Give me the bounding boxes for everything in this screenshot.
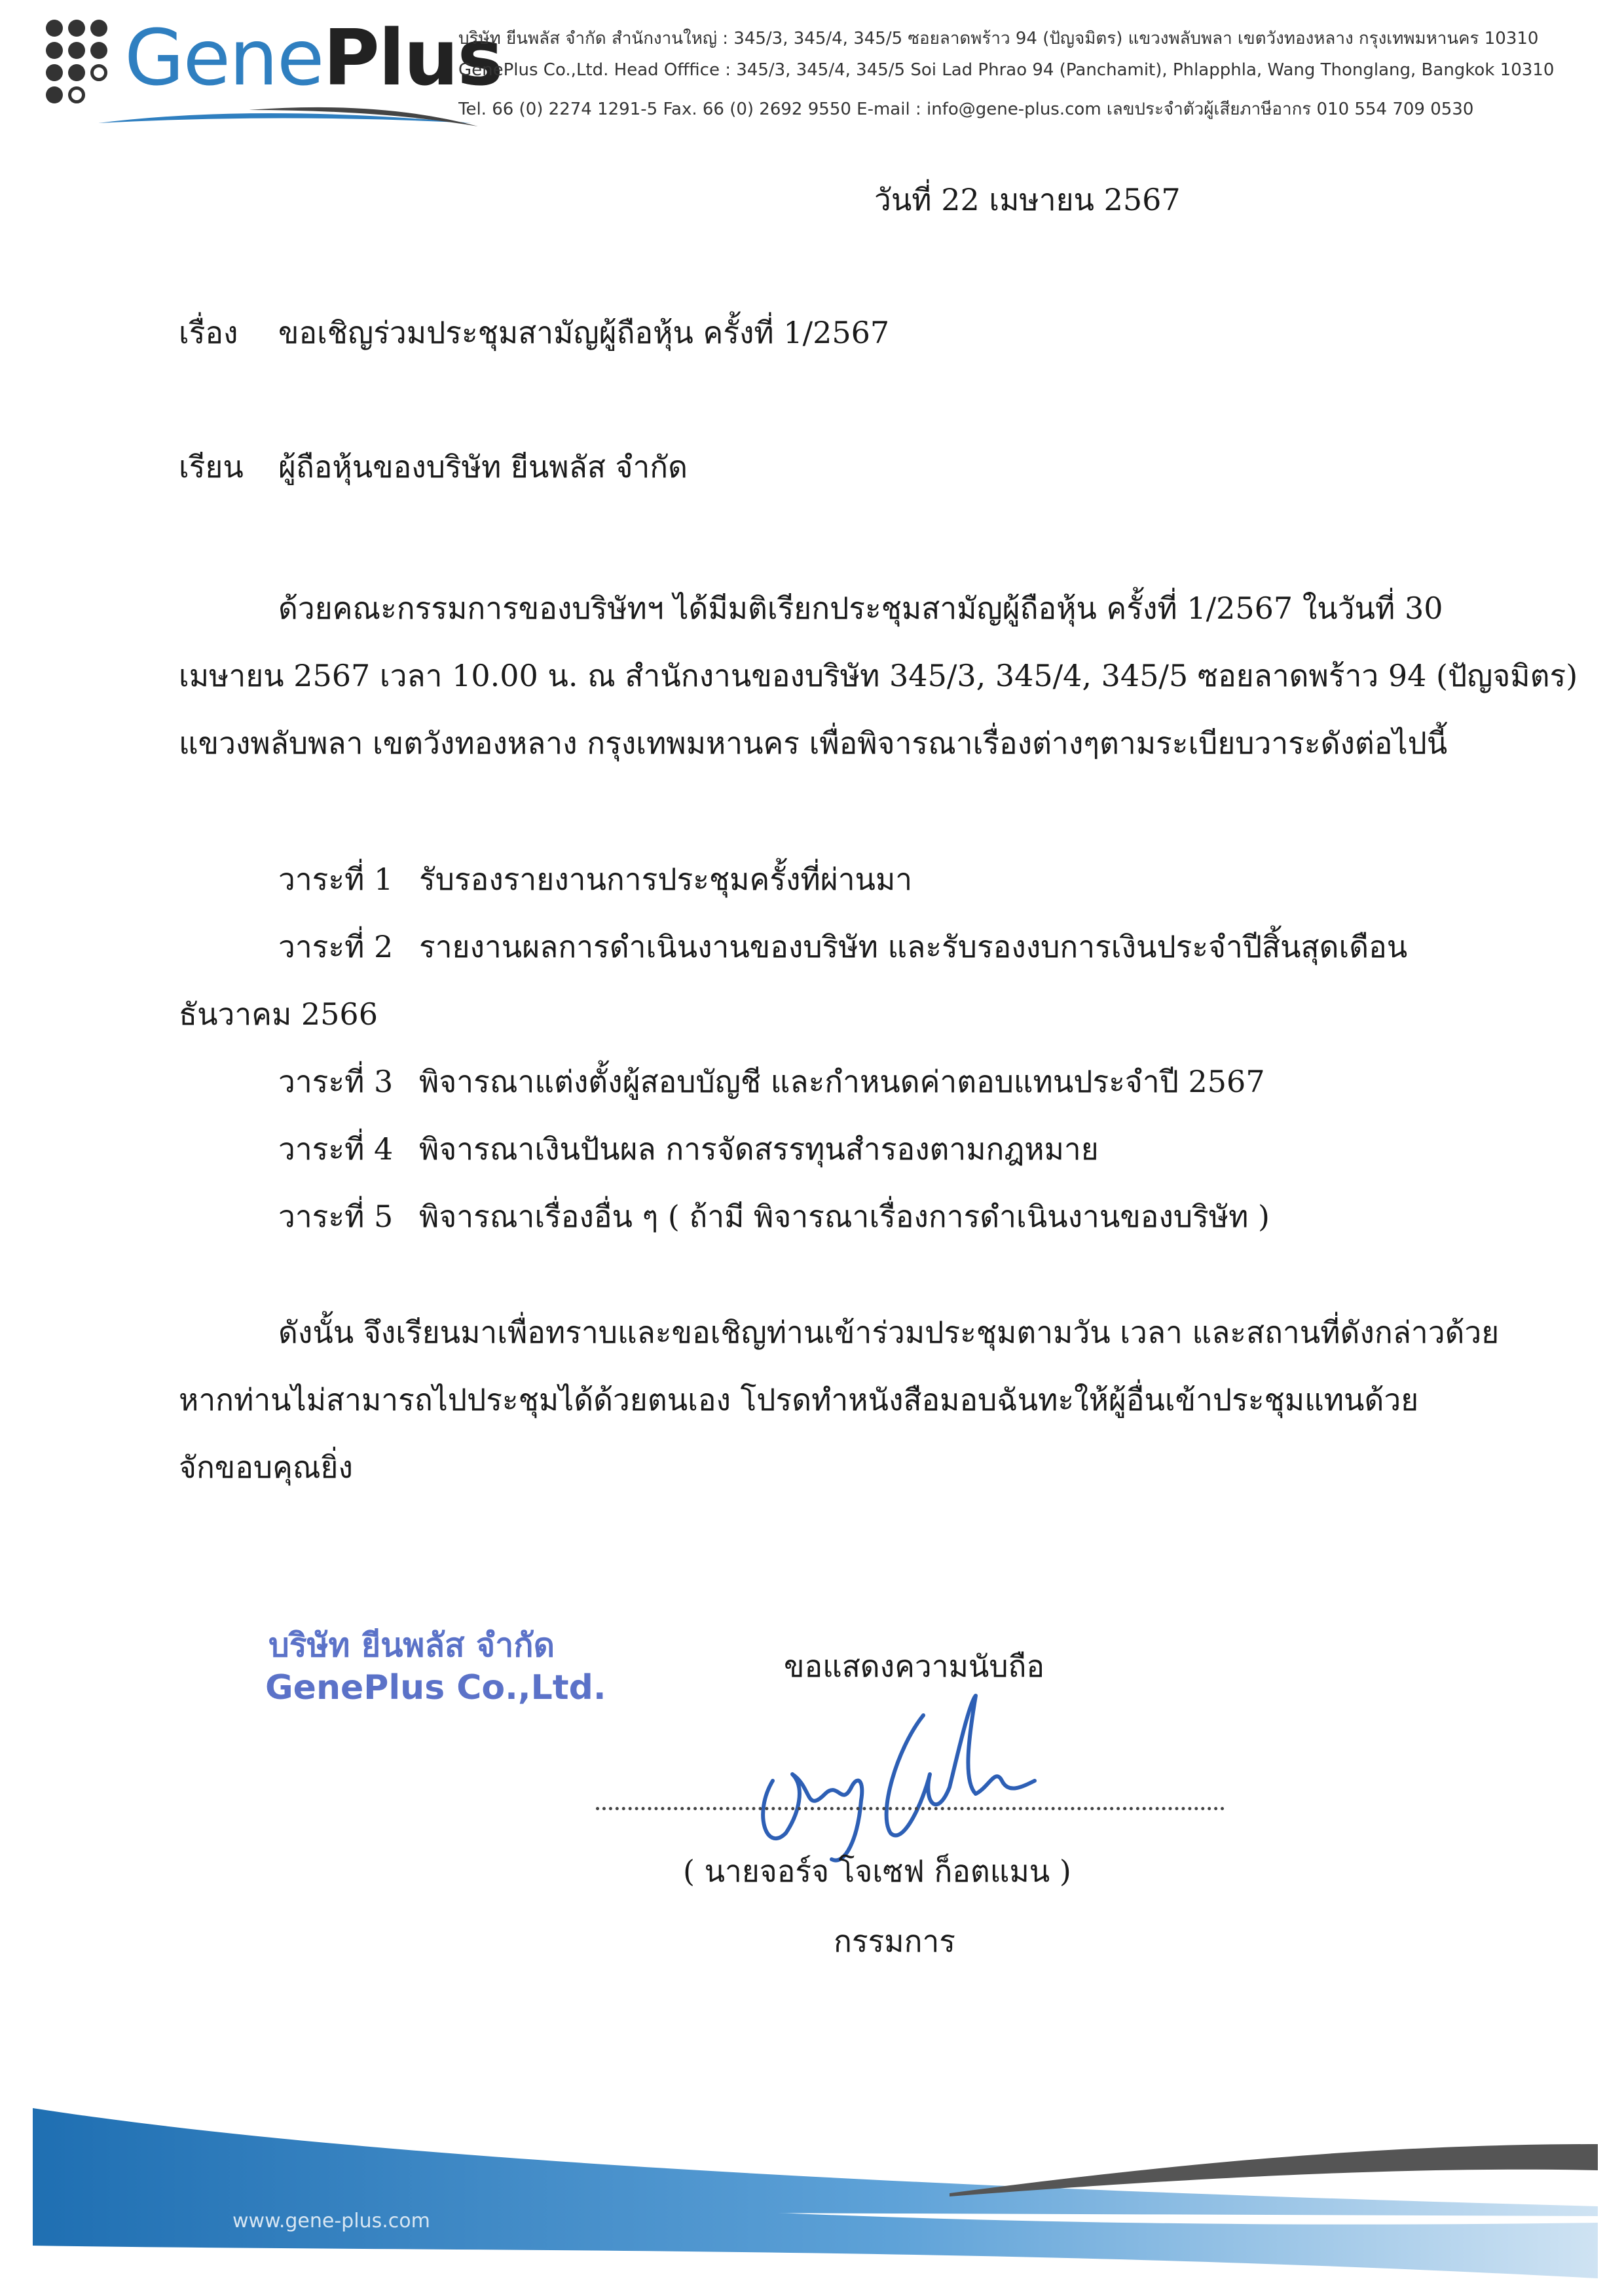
paragraph-line: จักขอบคุณยิ่ง xyxy=(179,1449,353,1485)
recipient-text: ผู้ถือหุ้นของบริษัท ยีนพลัส จำกัด xyxy=(278,449,688,484)
agenda-text: พิจารณาเรื่องอื่น ๆ ( ถ้ามี พิจารณาเรื่องการดำเนินงานของบริษัท ) xyxy=(419,1199,1270,1234)
company-logo xyxy=(46,12,502,123)
paragraph-line: แขวงพลับพลา เขตวังทองหลาง กรุงเทพมหานคร เพื่อพิจารณาเรื่องต่างๆตามระเบียบวาระดังต่อไปนี้ xyxy=(179,725,1448,761)
agenda-text: พิจารณาแต่งตั้งผู้สอบบัญชี และกำหนดค่าตอบแทนประจำปี 2567 xyxy=(419,1064,1265,1099)
letterhead-line-en: GenePlus Co.,Ltd. Head Offfice : 345/3, 345/4, 345/5 Soi Lad Phrao 94 (Panchamit), Phlapphla, Wang Thonglang, Bangkok 10310 xyxy=(458,60,1555,80)
letter-date: วันที่ 22 เมษายน 2567 xyxy=(874,182,1181,217)
agenda-label: วาระที่ 4 xyxy=(278,1131,394,1167)
signature-icon xyxy=(727,1683,1054,1879)
company-stamp-en: GenePlus Co.,Ltd. xyxy=(265,1668,606,1707)
signer-position: กรรมการ xyxy=(834,1923,955,1959)
agenda-text: พิจารณาเงินปันผล การจัดสรรทุนสำรองตามกฎหมาย xyxy=(419,1131,1099,1167)
paragraph-line: ด้วยคณะกรรมการของบริษัทฯ ได้มีมติเรียกประชุมสามัญผู้ถือหุ้น ครั้งที่ 1/2567 ในวันที่ 30 xyxy=(278,591,1443,626)
agenda-label: วาระที่ 3 xyxy=(278,1064,394,1099)
agenda-item xyxy=(179,1183,1521,1250)
paragraph-line: เมษายน 2567 เวลา 10.00 น. ณ สำนักงานของบริษัท 345/3, 345/4, 345/5 ซอยลาดพร้าว 94 (ปัญจมิตร) xyxy=(179,658,1578,693)
letterhead-line-th: บริษัท ยีนพลัส จำกัด สำนักงานใหญ่ : 345/3, 345/4, 345/5 ซอยลาดพร้าว 94 (ปัญจมิตร) แขวงพลับพลา เขตวังทองหลาง กรุงเทพมหานคร 10310 xyxy=(458,29,1539,48)
agenda-text: รับรองรายงานการประชุมครั้งที่ผ่านมา xyxy=(419,862,913,897)
subject-label: เรื่อง xyxy=(179,315,238,350)
logo-plus: Plus xyxy=(323,12,502,103)
paragraph-line: ดังนั้น จึงเรียนมาเพื่อทราบและขอเชิญท่านเข้าร่วมประชุมตามวัน เวลา และสถานที่ดังกล่าวด้วย xyxy=(278,1315,1500,1350)
agenda-list xyxy=(179,846,1521,1250)
agenda-label: วาระที่ 2 xyxy=(278,929,394,964)
logo-swoosh-icon xyxy=(85,77,478,136)
agenda-item xyxy=(179,1048,1521,1116)
intro-paragraph xyxy=(179,575,1578,777)
signature-line xyxy=(596,1807,1225,1810)
subject-text: ขอเชิญร่วมประชุมสามัญผู้ถือหุ้น ครั้งที่ 1/2567 xyxy=(278,315,890,350)
agenda-item xyxy=(179,1116,1521,1183)
company-stamp-th: บริษัท ยีนพลัส จำกัด xyxy=(268,1626,555,1664)
paragraph-line: หากท่านไม่สามารถไปประชุมได้ด้วยตนเอง โปรดทำหนังสือมอบฉันทะให้ผู้อื่นเข้าประชุมแทนด้วย xyxy=(179,1382,1419,1417)
agenda-label: วาระที่ 1 xyxy=(278,862,394,897)
recipient-label: เรียน xyxy=(179,449,244,484)
closing-paragraph xyxy=(179,1299,1521,1501)
agenda-text: ธันวาคม 2566 xyxy=(179,996,378,1032)
agenda-item xyxy=(179,846,1521,913)
agenda-item-continuation xyxy=(179,981,1521,1048)
agenda-item xyxy=(179,913,1521,981)
agenda-label: วาระที่ 5 xyxy=(278,1199,394,1234)
signer-name: ( นายจอร์จ โจเซฟ ก็อตแมน ) xyxy=(683,1853,1071,1889)
footer-website: www.gene-plus.com xyxy=(232,2210,430,2232)
closing-regards: ขอแสดงความนับถือ xyxy=(784,1649,1045,1684)
footer-swoosh-icon xyxy=(0,2082,1624,2296)
agenda-text: รายงานผลการดำเนินงานของบริษัท และรับรองงบการเงินประจำปีสิ้นสุดเดือน xyxy=(419,929,1408,964)
logo-gene: Gene xyxy=(124,12,323,103)
letterhead-contact: Tel. 66 (0) 2274 1291-5 Fax. 66 (0) 2692 9550 E-mail : info@gene-plus.com เลขประจำตัวผู้เสียภาษีอากร 010 554 709 0530 xyxy=(458,100,1474,119)
